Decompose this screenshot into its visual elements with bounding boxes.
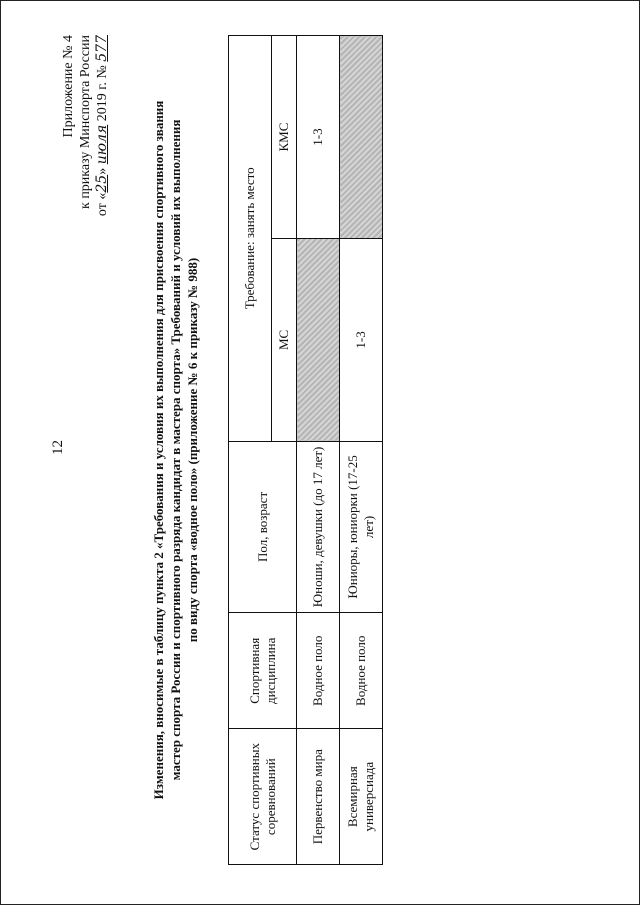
header-kms: КМС — [272, 36, 297, 239]
row1-kms: 1-3 — [297, 36, 340, 239]
requirements-table — [228, 35, 383, 865]
heading-line-3: по виду спорта «водное поло» (приложение № 6 к приказу № 988) — [185, 257, 200, 643]
order-number: 577 — [94, 35, 110, 62]
header-status: Статус спортивных соревнований — [229, 729, 297, 865]
date-year: 2019 г. № — [95, 65, 110, 122]
appendix-title: Приложение № 4 — [61, 35, 76, 138]
row2-ms: 1-3 — [340, 239, 383, 442]
document-heading — [150, 35, 201, 865]
row1-discipline: Водное поло — [297, 613, 340, 729]
date-day: 25 — [94, 174, 110, 193]
header-gender-age: Пол, возраст — [229, 441, 297, 613]
heading-line-1: Изменения, вносимые в таблицу пункта 2 «Требования и условия их выполнения для присвоения спортивного звания — [151, 100, 166, 800]
header-ms: МС — [272, 239, 297, 442]
table-row — [297, 36, 340, 865]
appendix-date-line — [94, 35, 111, 465]
date-mid: » — [95, 167, 110, 175]
header-discipline: Спортивная дисциплина — [229, 613, 297, 729]
table-header-row — [229, 36, 272, 865]
row2-gender-age: Юниоры, юниорки (17-25 лет) — [340, 441, 383, 613]
appendix-order-ref: к приказу Минспорта России — [78, 35, 93, 209]
appendix-block — [60, 35, 111, 465]
date-prefix: от « — [95, 192, 110, 217]
header-requirement: Требование: занять место — [229, 36, 272, 442]
row2-discipline: Водное поло — [340, 613, 383, 729]
row1-ms — [297, 239, 340, 442]
row1-status: Первенство мира — [297, 729, 340, 865]
date-month: июля — [94, 124, 110, 165]
row2-status: Всемирная универсиада — [340, 729, 383, 865]
row1-gender-age: Юноши, девушки (до 17 лет) — [297, 441, 340, 613]
page-number: 12 — [50, 440, 66, 455]
row2-kms — [340, 36, 383, 239]
heading-line-2: мастер спорта России и спортивного разряда кандидат в мастера спорта» Требований и условий их выполнения — [168, 119, 183, 781]
table-row — [340, 36, 383, 865]
